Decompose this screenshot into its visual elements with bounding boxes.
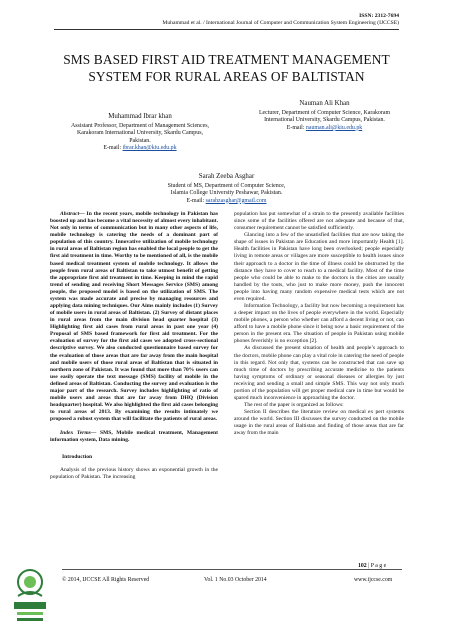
paragraph: Analysis of the previous history shows an exponential growth in the population of Pakistan. The increasing — [50, 466, 218, 480]
author-email: E-mail: ibrar.khan@kiu.edu.pk — [103, 144, 177, 151]
title-line-1: SMS BASED FIRST AID TREATMENT MANAGEMENT — [63, 52, 390, 67]
author-3 — [100, 173, 353, 205]
ijccse-logo-icon — [8, 566, 52, 632]
author-affiliation: Islamia College University Peshawar, Pakistan. — [170, 190, 283, 197]
author-affiliation: Student of MS, Department of Computer Science, — [167, 183, 286, 190]
author-affiliation: Karakoram International University, Skardu Campus, — [77, 130, 203, 137]
index-terms-label: Index Terms— — [60, 430, 97, 437]
email-link[interactable]: ibrar.khan@kiu.edu.pk — [122, 144, 177, 151]
index-terms — [50, 430, 218, 444]
abstract-label: Abstract— — [60, 211, 85, 217]
volume-info: Vol. 1 No.03 October 2014 — [204, 577, 267, 583]
email-link[interactable]: sarahzasghar@gmail.com — [205, 197, 267, 204]
index-terms-text: SMS, Mobile medical treatment, Management information system, Data mining. — [50, 430, 218, 444]
title-line-2: SYSTEM FOR RURAL AREAS OF BALTISTAN — [88, 69, 365, 84]
website: www.ijccse.com — [354, 577, 393, 583]
abstract-text: In the recent years, mobile technology in Pakistan has boosted up and has become a vital necessity of almost every inhabitant. Not only in terms of communication but in many other aspects of life, mobile technology is catering the needs of a dominant part of population of this country. Innovative utilization of mobile technology in rural areas of Baltistan region has enabled the local people to get the first aid treatment in time. Worthy to be mentioned of all, is the mobile based medical treatment system of mobile technology. It allows the people from rural areas of Baltistan to take utmost benefit of getting the appropriate first aid treatment in time. Keeping in mind the rapid trend of sending and receiving Short Messages Service (SMS) among people, the proposed model is based on the utilization of SMS. The system was made accurate and precise by managing resources and applying data mining techniques. Our Aims mainly includes (1) Survey of mobile users in rural areas of Baltistan. (2) Survey of distant places in rural areas from the main division head quarter hospital (3) Highlighting first aid cases from rural areas in past one year (4) Proposal of SMS based framework for first aid treatment. For the evaluation of survey for the first aid cases we adopted cross-sectional descriptive survey. We also conducted questionnaire based survey for the evaluation of those areas that are far away from the main hospital and mobile users of those rural areas of Baltistan that is situated in northern zone of Pakistan. It was found that more than 70% users can use easily operate the text message (SMS) facility of mobile in the defined areas of Baltistan. Conducting the survey and evaluation is the major part of the research. Survey includes highlighting of ratio of mobile users and areas that are far away from DHQ (Division headquarter) hospital. We also highlighted the first aid cases belonging to rural areas of 2013. By examining the results intimately we proposed a robust system that will facilitate the patients of rural areas. — [50, 211, 218, 423]
author-email: E-mail: sarahzasghar@gmail.com — [186, 197, 267, 204]
email-link[interactable]: nauman.ali@kiu.edu.pk — [305, 124, 363, 131]
paragraph: population has put somewhat of a strain to the presently available facilities since some of the facilities offered are not adequate and because of that, consumer requirement cannot be satisfied sufficiently. — [234, 211, 404, 232]
journal-header: Muhammad et al. / International Journal of Computer and Communication System Engineering (IJCCSE) — [162, 20, 399, 26]
author-affiliation: International University, Skardu Campus, Pakistan. — [264, 117, 385, 124]
paragraph: Section II describes the literature review on medical ex pert systems around the world. Section III discusses the survey conducted on the mobile usage in the rural areas of Baltistan and finding of those areas that are far away from the main — [234, 409, 404, 437]
author-affiliation: Lecturer, Department of Computer Science, Karakoram — [258, 110, 391, 117]
section-heading: Introduction — [62, 453, 93, 460]
left-column — [50, 211, 218, 481]
abstract — [50, 211, 218, 423]
author-name: Sarah Zeeba Asghar — [198, 173, 255, 180]
paragraph: Glancing into a few of the unsatisfied facilities that are now taking the shape of issues in Pakistan are Education and more importantly Health [1]. Health facilities in Pakistan have long been overlooked; people especially living in remote areas or villages are more susceptible to health issues since their approach to a doctor in the time of illness could be obstructed by the distance they have to cover to reach to a medical facility. Most of the time people who could be able to make to the doctors in the cities are usually handled by the touts, who just to make more money, push the innocent people into having many random expensive medical tests which are not even required. — [234, 232, 404, 302]
right-column — [234, 211, 404, 438]
paragraph: Information Technology, a facility but now becoming a requirement has a deeper impact on the lives of people everywhere in the world. Especially mobile phones, a person who whether can afford a decent living or not, can afford to have a mobile phone since it being now a basic requirement of the person in the present era. The situation of people in Pakistan using mobile phones feverishly is no exception [2]. — [234, 303, 404, 345]
footer-rule — [62, 569, 402, 570]
page-number: 102 | P a g e — [358, 563, 387, 569]
author-1 — [50, 113, 230, 152]
author-email: E-mail: nauman.ali@kiu.edu.pk — [286, 124, 363, 131]
author-name: Nauman Ali Khan — [299, 100, 350, 107]
paragraph: As discussed the present situation of health and people’s approach to the doctors, mobile phone can play a vital role in catering the need of people in this regard. Not only that, systems can be constructed that can save up much time of doctors by prescribing accurate medicine to the patients having symptoms of ordinary or seasonal diseases or allergies by just receiving and sending a small and simple SMS. This way not only much portion of the population will get proper medical care in time but would be spared much inconvenience in approaching the doctor. — [234, 345, 404, 402]
paper-title — [30, 51, 423, 85]
author-affiliation: Pakistan. — [129, 137, 151, 144]
author-2 — [232, 100, 417, 132]
paragraph: The rest of the paper is organized as follows: — [244, 402, 344, 409]
header-rule — [54, 29, 399, 30]
issn: ISSN: 2312-7694 — [359, 13, 399, 19]
author-affiliation: Assistant Professor, Department of Management Sciences, — [71, 123, 209, 130]
author-name: Muhammad Ibrar khan — [108, 113, 172, 120]
copyright: © 2014, IJCCSE All Rights Reserved — [62, 577, 150, 583]
